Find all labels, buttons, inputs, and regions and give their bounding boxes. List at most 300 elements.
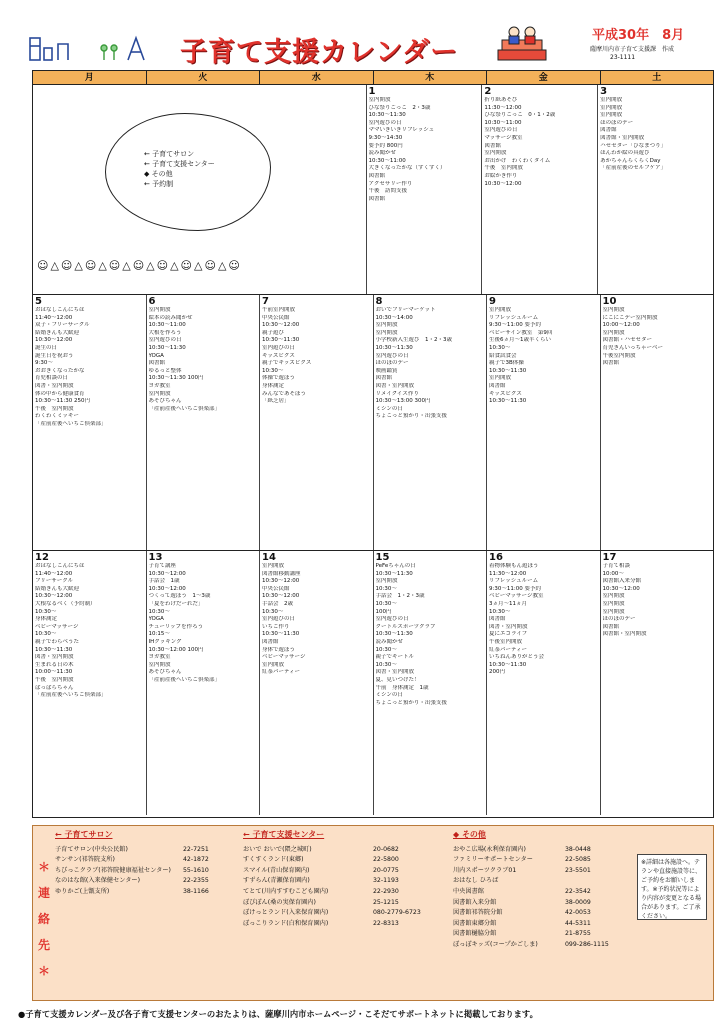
event-item: 10:30〜11:30 [262, 337, 300, 344]
event-item: 手話会 1・2・3歳 [375, 593, 425, 600]
event-item: いちご作り [262, 623, 290, 630]
contact-name: 図書館樋脇分館 [453, 930, 497, 938]
event-item: 図書・室内開放 [489, 623, 528, 630]
event-item: 室内開放 [148, 390, 171, 397]
event-item: 大きくなったかな（すくすく） [368, 165, 446, 172]
legend-area [33, 85, 367, 294]
day-number: 14 [262, 552, 276, 563]
event-item: 10:30〜12:00 [148, 585, 186, 592]
event-item: 身体で遊ぼう [262, 646, 296, 653]
contact-row [453, 919, 635, 930]
event-item: 図書館 [262, 638, 279, 645]
event-item: 誕生日を祝おう [35, 352, 74, 359]
event-item: 10:30〜12:00 [148, 570, 186, 577]
event-item: 読み聞かせ [368, 150, 397, 157]
day-number: 10 [602, 296, 617, 307]
day-number: 6 [148, 296, 156, 307]
event-item: ミシンの日 [375, 405, 403, 412]
contact-row [453, 845, 635, 856]
event-item: 育児相談の日 [35, 375, 69, 382]
event-item: 中央公民館 [262, 585, 290, 592]
contact-name: 中央図書館 [453, 887, 484, 895]
event-item: 9:30〜 [35, 360, 53, 367]
contact-phone: 44-5311 [565, 919, 591, 927]
event-item: ハセセター「ひなまつり」 [600, 142, 667, 149]
event-item: 10:30〜11:30 [35, 646, 73, 653]
day-number: 16 [489, 552, 503, 563]
event-item: ベビーマッサージ [35, 623, 79, 630]
event-item: 室内開放 [600, 112, 623, 119]
event-item: ヨガ教室 [148, 382, 171, 389]
event-item: 結婚きんも大歓迎 [35, 585, 80, 592]
contacts-side-label: ＊ 連 絡 先 ＊ [37, 860, 50, 978]
contact-row [243, 876, 453, 887]
contact-name: サンサン(祁答院支所) [55, 856, 115, 864]
hina-dolls-icon [496, 22, 548, 62]
week-row [33, 551, 713, 815]
event-item: 室内開放 [602, 593, 625, 600]
event-item: 図書館 [368, 195, 386, 202]
event-item: 10:30〜14:00 [375, 314, 413, 321]
event-item: 室内開放 [602, 329, 625, 336]
event-item: 生まれる日の木 [35, 661, 74, 668]
event-item: 室内遊びの日 [262, 616, 296, 623]
legend-item: ← 子育て支援センター [144, 160, 215, 168]
event-item: ほのぼのデー [602, 616, 636, 623]
event-item: 体操で遊ぼう [262, 375, 296, 382]
event-item: 体の中から健康食育 [35, 390, 85, 397]
event-item: 図書館 [602, 360, 620, 367]
event-item: リフレッシュルーム [489, 578, 539, 585]
event-item: 小学校新入生遊び 1・2・3歳 [375, 337, 452, 344]
event-item: あかちゃんらくらくDay [600, 157, 661, 164]
contact-row [55, 845, 241, 856]
event-item: 大根を作ろう [148, 329, 182, 336]
contact-row [243, 845, 453, 856]
day-number: 1 [368, 86, 376, 97]
event-item: 10:30〜11:30 [368, 112, 406, 119]
event-item: 10:30〜 [489, 608, 511, 615]
contact-phone: 099-286-1115 [565, 940, 609, 948]
legend [144, 149, 215, 189]
contact-phone: 38-0009 [565, 898, 591, 906]
event-item: おはなしこんにちは [35, 307, 85, 313]
event-item: 結婚きんも大歓迎 [35, 329, 80, 336]
contacts-support-center: ← 子育て支援センター おいで おいで(隈之城町) 20-0682 すくすくランド(東郷) 22-5800 スマイル(青山保育園内) 20-0775 すずらん(青瀬保育園内) 32-1193 てとて(川内すすむこども園内) 22-2930 ぽぴぽん(桑の実保育園内) 25-1215 ぽけっとランド(入来保育園内) 080-2779-6723 ぽっこりランド(白和保育園内) 22-8313 [243, 830, 453, 929]
event-item: 10:30〜 [262, 367, 284, 374]
contact-name: 図書館祁答院分館 [453, 909, 503, 917]
event-item: 要予約 800円 [368, 142, 403, 149]
event-item: 11:40〜12:00 [35, 314, 73, 321]
contact-phone: 20-0682 [373, 845, 399, 853]
playground-icon [28, 34, 148, 62]
event-item: 10:30〜11:30 [489, 367, 527, 374]
contact-phone: 22-7251 [183, 845, 209, 853]
event-item: 図書館 [489, 382, 506, 389]
contact-phone: 23-5501 [565, 866, 591, 874]
event-item: 午後 室内開放 [484, 165, 523, 172]
event-item: クートルスポーツクラブ [375, 623, 436, 630]
day-number: 7 [262, 296, 269, 307]
day-cell [487, 295, 601, 550]
event-item: いちねんありがとう会 [489, 654, 545, 661]
contact-name: 川内スポーツクラブ01 [453, 866, 517, 874]
contact-row [453, 929, 635, 940]
contact-phone: 22-5800 [373, 856, 399, 864]
contact-name: ファミリーサポートセンター [453, 856, 533, 864]
contact-row [453, 887, 635, 898]
event-item: 図書・室内開放 [35, 654, 74, 661]
event-item: IHクッキング [148, 638, 182, 645]
event-item: キッズビクス [262, 352, 295, 359]
day-cell [33, 551, 147, 815]
event-item: 親子で3B体操 [489, 360, 524, 367]
legend-item: ← 子育てサロン [144, 150, 195, 158]
contact-phone: 080-2779-6723 [373, 909, 421, 917]
contact-phone: 25-1215 [373, 898, 399, 906]
event-item: 10:30〜12:00 [262, 322, 300, 329]
event-item: にこにこデー室内開放 [602, 314, 658, 321]
event-item: リメイクイス作り [375, 390, 419, 397]
event-item: 親子でキートル [375, 654, 415, 661]
day-cell [374, 551, 488, 815]
legend-item: ← 予約制 [144, 180, 174, 188]
contact-row [243, 908, 453, 919]
header [0, 0, 724, 66]
event-item: 10:30〜 [375, 646, 397, 653]
event-item: YOGA [148, 352, 164, 359]
event-item: 室内開放 [602, 600, 625, 607]
day-number: 9 [489, 296, 496, 307]
event-item: おおきくなったかな [35, 367, 85, 374]
event-item: ほのぼのデー [375, 360, 409, 367]
event-item: 「夏をわけだーれだ」 [148, 600, 204, 607]
event-item: 午後室内開放 [602, 352, 636, 359]
event-item: 10:30〜 [35, 608, 57, 615]
event-item: ほんわか絵の具遊び [600, 150, 650, 157]
event-item: キッズビクス [489, 390, 522, 397]
event-item: 図書・室内開放 [35, 382, 74, 389]
event-item: 100円 [375, 608, 392, 615]
contact-phone: 22-8313 [373, 919, 399, 927]
contact-phone: 32-1193 [373, 877, 399, 885]
day-cell [374, 295, 488, 550]
event-item: 「紙芝居」 [262, 398, 290, 405]
event-item: 10:30〜11:00 [368, 157, 406, 164]
event-item: 10:30〜12:00 [262, 578, 300, 585]
event-item: 「産前産後へいちご倶楽部」 [35, 420, 107, 427]
event-item: 午前室内開放 [262, 307, 296, 313]
contacts-salon: ← 子育てサロン 子育てサロン(中央公民館) 22-7251 サンサン(祁答院支所) 42-1872 ちびっこクラブ(祁答院健康福祉センター) 55-1610 なのはな館(入来保健センター) 22-2355 ゆりかご(上甑支所) 38-1166 [55, 830, 241, 898]
event-item: 紅茶パーティー [262, 669, 301, 676]
event-item: 10:30〜11:30 [262, 631, 300, 638]
event-item: 身体測定 [35, 616, 58, 623]
event-item: 図書館 [489, 616, 506, 623]
contact-phone: 22-3542 [565, 887, 591, 895]
date-label: 平成30年 8月 [592, 28, 685, 43]
event-item: 図書・室内開放 [375, 669, 415, 676]
week-row [33, 85, 713, 295]
contact-row [453, 866, 635, 877]
event-item: 10:30〜11:30 [375, 570, 413, 577]
event-item: マッサージ教室 [484, 134, 523, 141]
day-number: 12 [35, 552, 49, 563]
contact-name: おやこ広場(永利保育園内) [453, 845, 526, 853]
event-item: 室内開放 [262, 563, 285, 569]
contact-row [453, 898, 635, 909]
event-item: 10:30〜12:00 [35, 593, 73, 600]
event-item: 図書館 [484, 142, 501, 149]
event-item: 室内開放 [600, 104, 623, 111]
weekday-mon: 月 [33, 71, 147, 84]
contact-name: ぽっぽキッズ(コープかごしま) [453, 940, 538, 948]
contact-name: おいで おいで(隈之城町) [243, 845, 312, 853]
event-item: 10:30〜11:00 [484, 119, 522, 126]
event-item: あそびちゃん [148, 398, 182, 405]
weekday-header [33, 71, 713, 85]
event-item: ぱっぱらちゃん [35, 684, 74, 691]
day-cell [482, 85, 598, 294]
event-item: 10:30〜 [262, 608, 284, 615]
event-item: ヨガ教室 [148, 654, 171, 661]
event-item: 3ヵ月〜11ヵ月 [489, 600, 527, 607]
contact-phone: 38-1166 [183, 887, 209, 895]
event-item: 図書館入来分館 [602, 578, 642, 585]
event-item: 室内開放 [602, 307, 625, 313]
event-item: 図書館 [148, 360, 166, 367]
event-item: 10:30〜 [489, 344, 511, 351]
event-item: ひな祭りごっこ 0・1・2歳 [484, 112, 556, 119]
event-item: 夏、見いつけた！ [375, 676, 420, 683]
day-number: 13 [148, 552, 163, 563]
event-item: 11:40〜12:00 [35, 570, 73, 577]
event-item: 室内開放 [602, 608, 625, 615]
event-item: 10:30〜11:30 [489, 398, 527, 405]
event-item: 「産前産後のセルフケア」 [600, 165, 666, 172]
event-item: 室内遊びの日 [375, 616, 409, 623]
publisher: 薩摩川内市子育て支援課 作成 23-1111 [590, 46, 675, 61]
event-item: 絵本の読み聞かせ [148, 314, 193, 321]
contact-name: ぽけっとランド(入来保育園内) [243, 909, 329, 917]
contact-phone: 42-1872 [183, 856, 209, 864]
event-item: わくわくミッキー [35, 413, 79, 420]
event-item: 図書館・室内開放 [602, 631, 647, 638]
contact-row [243, 866, 453, 877]
contacts-other: ◆ その他 おやこ広場(永利保育園内) 38-0448 ファミリーサポートセンター 22-5085 川内スポーツクラブ01 23-5501 おはなし ひろば 中央図書館 22-3542 図書館入来分館 38-0009 図書館祁答院分館 42-0053 図書館東郷分館 44-5311 図書館樋脇分館 21-8755 ぽっぽキッズ(コープかごしま) 099-286-1115 [453, 830, 635, 951]
event-item: 給食試食会 [489, 352, 517, 359]
event-item: 手話会 2歳 [262, 600, 293, 607]
contact-phone: 22-5085 [565, 856, 591, 864]
event-item: 室内開放 [148, 307, 171, 313]
contact-name: ぽっこりランド(白和保育園内) [243, 919, 329, 927]
event-item: 親子でわらべうた [35, 638, 80, 645]
contact-row [453, 855, 635, 866]
contact-phone: 22-2355 [183, 877, 209, 885]
event-item: 室内遊びの日 [262, 344, 296, 351]
weekday-sat: 土 [652, 73, 662, 83]
weekday-tue: 火 [147, 71, 261, 84]
event-item: 10:30〜12:00 [484, 180, 522, 187]
event-item: リフレッシュルーム [489, 314, 539, 321]
event-item: 「産前産後へいちご倶楽部」 [148, 676, 221, 683]
contact-name: すくすくランド(東郷) [243, 856, 304, 864]
day-number: 5 [35, 296, 42, 307]
event-item: 室内開放 [148, 661, 171, 668]
event-item: 10:30〜11:30 [375, 344, 413, 351]
event-item: YOGA [148, 616, 164, 623]
event-item: 11:30〜12:00 [489, 570, 527, 577]
week-row [33, 295, 713, 551]
contact-name: すずらん(青瀬保育園内) [243, 877, 310, 885]
day-cell [147, 551, 261, 815]
event-item: 着物体験もん遊ぼう [489, 563, 539, 569]
legend-frame [105, 113, 271, 231]
event-item: 読み聞かせ [375, 638, 404, 645]
contacts-note: ※詳細は各施設へ。テランや直接施設等に、ご予約をお願いします。※予約状況等により内容が変更となる場合があります。ご了承ください。 [637, 854, 707, 920]
contact-row [453, 908, 635, 919]
day-cell [487, 551, 601, 815]
event-item: お出かけ わくわくタイム [484, 157, 551, 164]
event-item: 育児きんいっちゃーべー [602, 344, 664, 351]
contact-row [243, 855, 453, 866]
event-item: 図書館 [375, 375, 393, 382]
event-item: 10:30〜12:00 [262, 593, 300, 600]
event-item: ひな祭りごっこ 2・3歳 [368, 104, 431, 111]
day-cell [367, 85, 483, 294]
event-item: 中央公民館 [262, 314, 290, 321]
event-item: ママいきいきリフレッシュ [368, 127, 435, 134]
event-item: 折り紙あそび [484, 97, 518, 103]
contact-row [55, 866, 241, 877]
contact-phone: 22-2930 [373, 887, 399, 895]
calendar-grid [32, 70, 714, 818]
event-item: おはなしこんにちは [35, 563, 85, 569]
event-item: 双子・フリーサークル [35, 322, 90, 329]
day-cell [601, 295, 714, 550]
event-item: みんなであそぼう [262, 390, 307, 397]
event-item: ちょこっと預かり・出張支援 [375, 699, 447, 706]
event-item: 室内遊びの日 [148, 337, 182, 344]
event-item: 室内開放 [375, 322, 398, 329]
event-item: 室内開放 [489, 375, 512, 382]
footer-note: ●子育て支援カレンダー及び各子育て支援センターのおたよりは、薩摩川内市ホームページ・こそだてサポートネットに掲載しております。 [18, 1009, 538, 1019]
event-item: 室内開放 [600, 97, 623, 103]
contact-name: てとて(川内すすむこども園内) [243, 887, 329, 895]
day-cell [147, 295, 261, 550]
event-item: 室内開放 [375, 578, 398, 585]
event-item: 10:30〜11:30 [375, 631, 413, 638]
event-item: ベビーマッサージ [262, 654, 306, 661]
weekday-thu: 木 [374, 71, 488, 84]
day-number: 2 [484, 86, 492, 97]
event-item: 「産前産後へいちご倶楽部」 [35, 692, 107, 699]
event-item: 午後 訪問支援 [368, 188, 408, 195]
event-item: 身体測定 [262, 382, 285, 389]
event-item: 子育て講座 [148, 563, 177, 569]
event-item: 子育て相談 [602, 563, 631, 569]
contact-name: 子育てサロン(中央公民館) [55, 845, 128, 853]
day-cell [260, 551, 374, 815]
event-item: 10:30〜 [375, 661, 397, 668]
contact-row [453, 940, 635, 951]
event-item: つくって遊ぼう 1〜3歳 [148, 593, 211, 600]
contact-phone: 21-8755 [565, 930, 591, 938]
contact-phone: 20-0775 [373, 866, 399, 874]
event-item: 図書館移動講座 [262, 570, 301, 577]
contact-row [55, 876, 241, 887]
event-item: 図書館 [368, 172, 386, 179]
event-item: 室内開放 [262, 661, 285, 668]
event-item: 図書館 [600, 127, 617, 134]
children-border-decoration: ☺△☺△☺△☺△☺△☺△☺△☺△☺ [37, 259, 242, 272]
event-item: ベビーサイン教室 第9回 [489, 329, 553, 336]
event-item: 10:30〜12:00 [602, 585, 640, 592]
day-number: 15 [375, 552, 390, 563]
day-number: 8 [375, 296, 383, 307]
legend-item: ◆ その他 [144, 170, 173, 178]
day-cell [598, 85, 713, 294]
weekday-fri: 金 [487, 71, 601, 84]
event-item: お絵かき作り [484, 172, 518, 179]
event-item: ゆるっと整体 [148, 367, 182, 374]
contact-phone: 42-0053 [565, 909, 591, 917]
event-item: 10:30〜11:00 [148, 322, 186, 329]
event-item: 室内開放 [375, 329, 398, 336]
contact-name: ぽぴぽん(桑の実保育園内) [243, 898, 316, 906]
event-item: フリーサークル [35, 578, 74, 585]
event-item: チューリップを作ろう [148, 623, 204, 630]
event-item: 11:30〜12:00 [484, 104, 522, 111]
event-item: 9:30〜11:00 要予約 [489, 585, 541, 592]
event-item: 手話会 1歳 [148, 578, 180, 585]
event-item: 10:30〜11:30 250円 [35, 398, 90, 405]
event-item: ベビーマッサージ教室 [489, 593, 544, 600]
event-item: 図書館・室内開放 [600, 134, 645, 141]
event-item: 10:00〜12:00 [602, 322, 640, 329]
event-item: 午後室内開放 [489, 638, 523, 645]
event-item: 室内遊びの日 [368, 119, 402, 126]
event-item: 午後 室内開放 [35, 676, 74, 683]
contact-row [55, 887, 241, 898]
event-item: 親子遊び [262, 329, 285, 336]
event-item: 200円 [489, 669, 505, 676]
day-number: 17 [602, 552, 617, 563]
contact-phone: 55-1610 [183, 866, 209, 874]
contact-name: 図書館入来分館 [453, 898, 497, 906]
contacts-panel [32, 825, 714, 1001]
event-item: 図書・室内開放 [375, 382, 415, 389]
event-item: 誕生の日 [35, 344, 58, 351]
event-item: 室内開放 [484, 150, 507, 157]
contact-row [243, 887, 453, 898]
contact-name: スマイル(青山保育園内) [243, 866, 310, 874]
event-item: 10:30〜13:00 300円 [375, 398, 431, 405]
event-item: 10:00〜11:30 [35, 669, 73, 676]
day-cell [260, 295, 374, 550]
event-item: 図書館 [602, 623, 620, 630]
contact-row [243, 919, 453, 930]
day-cell [33, 295, 147, 550]
event-item: 10:30〜11:30 100円 [148, 375, 204, 382]
event-item: おいでフリーマーケット [375, 307, 436, 313]
contact-phone: 38-0448 [565, 845, 591, 853]
event-item: 10:30〜 [375, 600, 397, 607]
event-item: 室内開放 [489, 307, 512, 313]
event-item: 室内遊びの日 [484, 127, 518, 134]
event-item: 9:30〜11:00 要予約 [489, 322, 541, 329]
event-item: ほのぼのデー [600, 119, 634, 126]
event-item: 夏にエコライフ [489, 631, 528, 638]
